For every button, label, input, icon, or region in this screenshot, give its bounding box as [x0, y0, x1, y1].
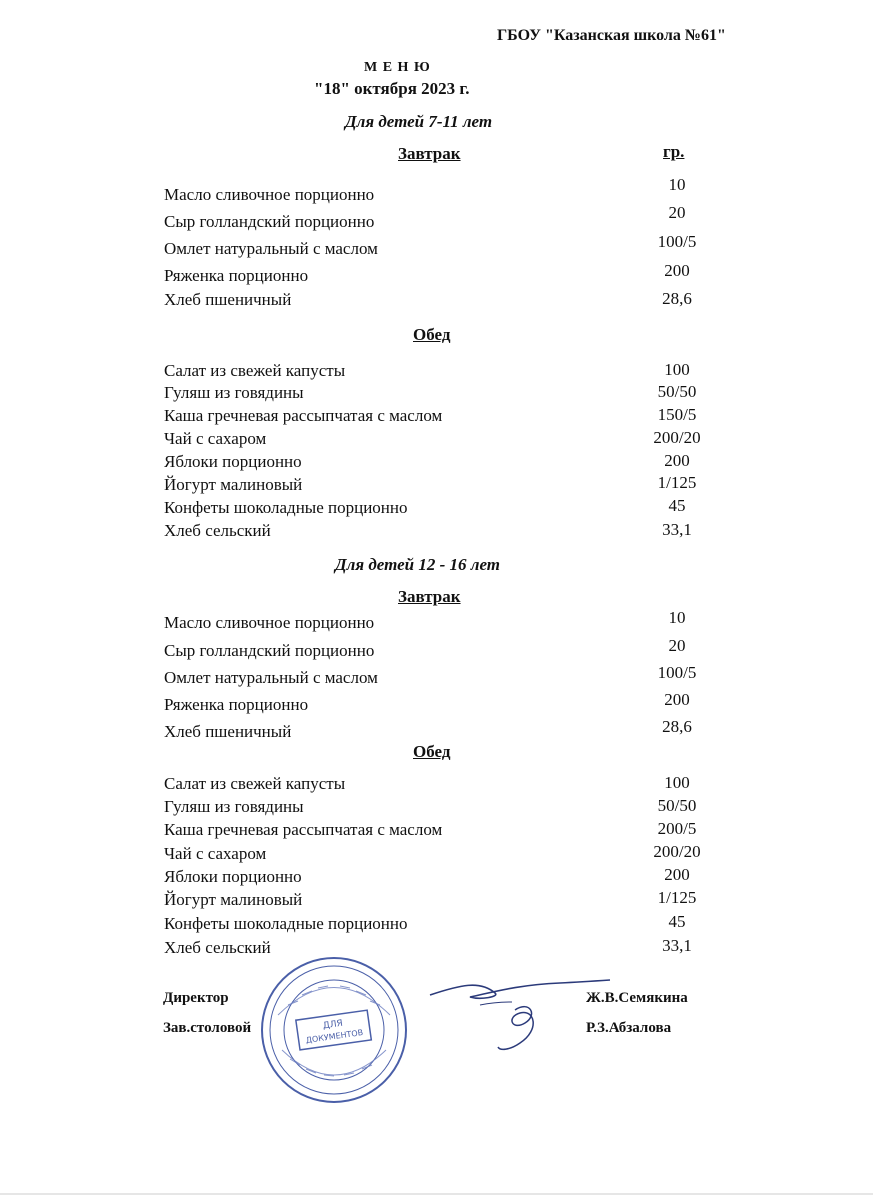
menu-item-name: Омлет натуральный с маслом	[164, 239, 378, 258]
menu-item-name: Каша гречневая рассыпчатая с маслом	[164, 820, 443, 839]
menu-item-name: Йогурт малиновый	[164, 890, 303, 909]
menu-item-qty: 28,6	[662, 717, 692, 736]
menu-item-qty: 200/5	[657, 819, 697, 838]
menu-item-qty: 100	[664, 360, 690, 379]
menu-title: М Е Н Ю	[364, 60, 431, 75]
menu-item-qty: 10	[668, 175, 686, 194]
stamp-text-line-1: ДЛЯ	[322, 1018, 344, 1032]
menu-item-name: Ряженка порционно	[164, 695, 309, 714]
menu-item-name: Гуляш из говядины	[164, 383, 304, 402]
menu-item-name: Ряженка порционно	[164, 266, 309, 285]
menu-item-name: Конфеты шоколадные порционно	[164, 498, 408, 517]
age-group-12-16: Для детей 12 - 16 лет	[335, 555, 501, 574]
meal-title-lunch-2: Обед	[413, 742, 451, 761]
meal-title-breakfast-2: Завтрак	[398, 587, 461, 606]
school-name: ГБОУ "Казанская школа №61"	[497, 27, 726, 44]
grams-column-header: гр.	[663, 142, 685, 161]
menu-item-qty: 100	[664, 773, 690, 792]
menu-item-name: Салат из свежей капусты	[164, 774, 346, 793]
menu-item-name: Яблоки порционно	[164, 452, 302, 471]
menu-item-qty: 200/20	[653, 842, 701, 861]
menu-date: "18" октября 2023 г.	[314, 79, 470, 98]
signature-name-canteen-head: Р.З.Абзалова	[586, 1020, 672, 1036]
meal-title-breakfast-1: Завтрак	[398, 144, 461, 163]
menu-item-qty: 50/50	[657, 382, 697, 401]
menu-item-qty: 33,1	[662, 520, 692, 539]
menu-item-name: Салат из свежей капусты	[164, 361, 346, 380]
menu-item-name: Яблоки порционно	[164, 867, 302, 886]
signature-role-director: Директор	[163, 990, 229, 1006]
menu-item-qty: 200	[664, 865, 690, 884]
menu-item-name: Йогурт малиновый	[164, 475, 303, 494]
menu-item-name: Хлеб сельский	[164, 938, 271, 957]
menu-item-name: Хлеб пшеничный	[164, 290, 292, 309]
menu-item-name: Масло сливочное порционно	[164, 185, 375, 204]
signature-role-canteen-head: Зав.столовой	[163, 1020, 252, 1036]
menu-item-name: Гуляш из говядины	[164, 797, 304, 816]
menu-item-name: Конфеты шоколадные порционно	[164, 914, 408, 933]
menu-item-name: Чай с сахаром	[164, 844, 267, 863]
official-stamp	[258, 955, 410, 1105]
menu-item-qty: 100/5	[657, 663, 697, 682]
menu-item-qty: 45	[668, 912, 686, 931]
menu-item-name: Омлет натуральный с маслом	[164, 668, 378, 687]
menu-item-qty: 200/20	[653, 428, 701, 447]
menu-item-qty: 50/50	[657, 796, 697, 815]
meal-title-lunch-1: Обед	[413, 325, 451, 344]
page-bottom-edge	[0, 1193, 873, 1195]
menu-item-name: Масло сливочное порционно	[164, 613, 375, 632]
menu-item-qty: 20	[668, 203, 686, 222]
menu-item-qty: 200	[664, 261, 690, 280]
menu-item-qty: 10	[668, 608, 686, 627]
menu-item-qty: 1/125	[657, 888, 697, 907]
menu-item-qty: 45	[668, 496, 686, 515]
menu-item-qty: 150/5	[657, 405, 697, 424]
menu-item-qty: 20	[668, 636, 686, 655]
age-group-7-11: Для детей 7-11 лет	[345, 112, 493, 131]
menu-item-name: Сыр голландский порционно	[164, 641, 375, 660]
signature-name-director: Ж.В.Семякина	[586, 990, 688, 1006]
menu-item-name: Хлеб сельский	[164, 521, 271, 540]
menu-item-name: Сыр голландский порционно	[164, 212, 375, 231]
stamp-text-line-2: ДОКУМЕНТОВ	[305, 1027, 364, 1045]
menu-item-name: Каша гречневая рассыпчатая с маслом	[164, 406, 443, 425]
menu-item-qty: 28,6	[662, 289, 692, 308]
menu-item-qty: 100/5	[657, 232, 697, 251]
menu-item-name: Хлеб пшеничный	[164, 722, 292, 741]
handwritten-signature	[420, 975, 620, 1065]
menu-item-qty: 200	[664, 451, 690, 470]
menu-item-name: Чай с сахаром	[164, 429, 267, 448]
menu-item-qty: 1/125	[657, 473, 697, 492]
menu-item-qty: 200	[664, 690, 690, 709]
menu-item-qty: 33,1	[662, 936, 692, 955]
